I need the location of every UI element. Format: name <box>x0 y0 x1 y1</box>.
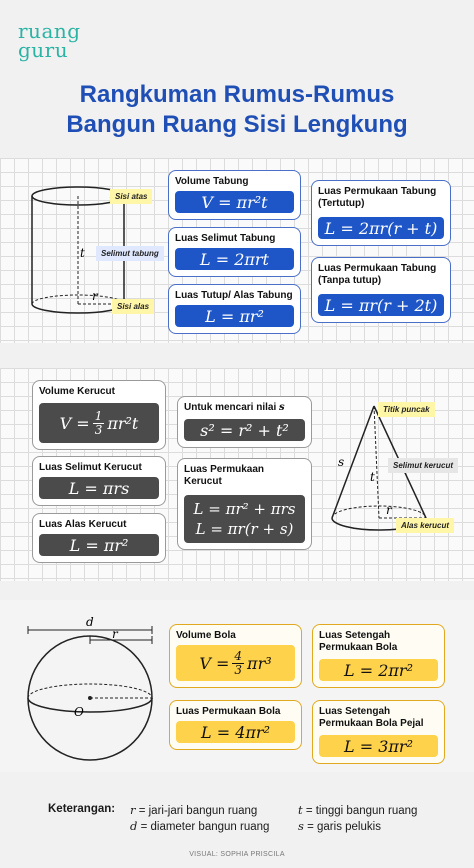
legend-item-d: d = diameter bangun ruang <box>130 819 270 833</box>
title-line-2: Bangun Ruang Sisi Lengkung <box>66 111 408 138</box>
svg-text:O: O <box>74 705 84 719</box>
setengah-bola-pejal-card: Luas Setengah Permukaan Bola Pejal L = 3πr² <box>312 700 445 764</box>
luas-selimut-kerucut-card: Luas Selimut Kerucut L = πrs <box>32 456 166 506</box>
luas-alas-kerucut-card: Luas Alas Kerucut L = πr² <box>32 513 166 563</box>
luas-permukaan-kerucut-card: Luas Permukaan Kerucut L = πr² + πrs L = πr(r + s) <box>177 458 312 550</box>
titik-puncak-note: Titik puncak <box>378 402 435 417</box>
volume-tabung-formula: V = πr²t <box>175 191 294 213</box>
luas-permukaan-tanpa-tutup-card: Luas Permukaan Tabung (Tanpa tutup) L = πr(r + 2t) <box>311 257 451 323</box>
sphere-diagram <box>0 600 160 772</box>
title-line-1: Rangkuman Rumus-Rumus <box>79 81 395 108</box>
svg-text:s: s <box>338 455 345 469</box>
luas-tutup-alas-tabung-formula: L = πr² <box>175 305 294 327</box>
page-title <box>0 80 474 140</box>
cone-diagram <box>320 368 470 581</box>
luas-selimut-tabung-formula: L = 2πrt <box>175 248 294 270</box>
r-label: r <box>92 289 98 303</box>
luas-permukaan-bola-formula: L = 4πr² <box>176 721 295 743</box>
kerucut-panel <box>0 368 474 581</box>
tabung-panel <box>0 158 474 343</box>
bola-panel <box>0 600 474 772</box>
selimut-tabung-note: Selimut tabung <box>96 246 164 261</box>
sisi-alas-note: Sisi alas <box>112 299 154 314</box>
luas-tutup-alas-tabung-card: Luas Tutup/ Alas Tabung L = πr² <box>168 284 301 334</box>
ruangguru-logo: ruang guru <box>18 19 81 62</box>
volume-kerucut-formula: V = $\frac{1}{3}$ πr²t <box>39 403 159 443</box>
selimut-kerucut-note: Selimut kerucut <box>388 458 458 473</box>
credit: VISUAL: SOPHIA PRISCILA <box>189 851 285 858</box>
svg-text:d: d <box>86 615 94 629</box>
setengah-bola-formula: L = 2πr² <box>319 659 438 681</box>
svg-text:t: t <box>370 470 375 484</box>
t-label: t <box>80 246 85 260</box>
legend-item-s: s = garis pelukis <box>298 819 381 833</box>
luas-selimut-tabung-card: Luas Selimut Tabung L = 2πrt <box>168 227 301 277</box>
alas-kerucut-note: Alas kerucut <box>396 518 454 533</box>
nilai-s-formula: s² = r² + t² <box>184 419 305 441</box>
volume-bola-formula: V = $\frac{4}{3}$ πr³ <box>176 645 295 681</box>
luas-alas-kerucut-formula: L = πr² <box>39 534 159 556</box>
setengah-bola-card: Luas Setengah Permukaan Bola L = 2πr² <box>312 624 445 688</box>
legend-title: Keterangan: <box>48 803 116 815</box>
nilai-s-card: Untuk mencari nilai s s² = r² + t² <box>177 396 312 448</box>
sisi-atas-note: Sisi atas <box>110 189 152 204</box>
luas-selimut-kerucut-formula: L = πrs <box>39 477 159 499</box>
luas-permukaan-tertutup-card: Luas Permukaan Tabung (Tertutup) L = 2πr(r + t) <box>311 180 451 246</box>
volume-kerucut-card: Volume Kerucut V = $\frac{1}{3}$ πr²t <box>32 380 166 450</box>
luas-permukaan-tertutup-formula: L = 2πr(r + t) <box>318 217 444 239</box>
volume-bola-card: Volume Bola V = $\frac{4}{3}$ πr³ <box>169 624 302 688</box>
setengah-bola-pejal-formula: L = 3πr² <box>319 735 438 757</box>
luas-permukaan-bola-card: Luas Permukaan Bola L = 4πr² <box>169 700 302 750</box>
legend-item-t: t = tinggi bangun ruang <box>298 803 418 817</box>
svg-text:r: r <box>386 503 392 517</box>
luas-permukaan-tanpa-tutup-formula: L = πr(r + 2t) <box>318 294 444 316</box>
legend-item-r: r = jari-jari bangun ruang <box>130 803 258 817</box>
svg-text:r: r <box>112 627 118 641</box>
luas-permukaan-kerucut-formula: L = πr² + πrs L = πr(r + s) <box>184 495 305 543</box>
volume-tabung-card: Volume Tabung V = πr²t <box>168 170 301 220</box>
